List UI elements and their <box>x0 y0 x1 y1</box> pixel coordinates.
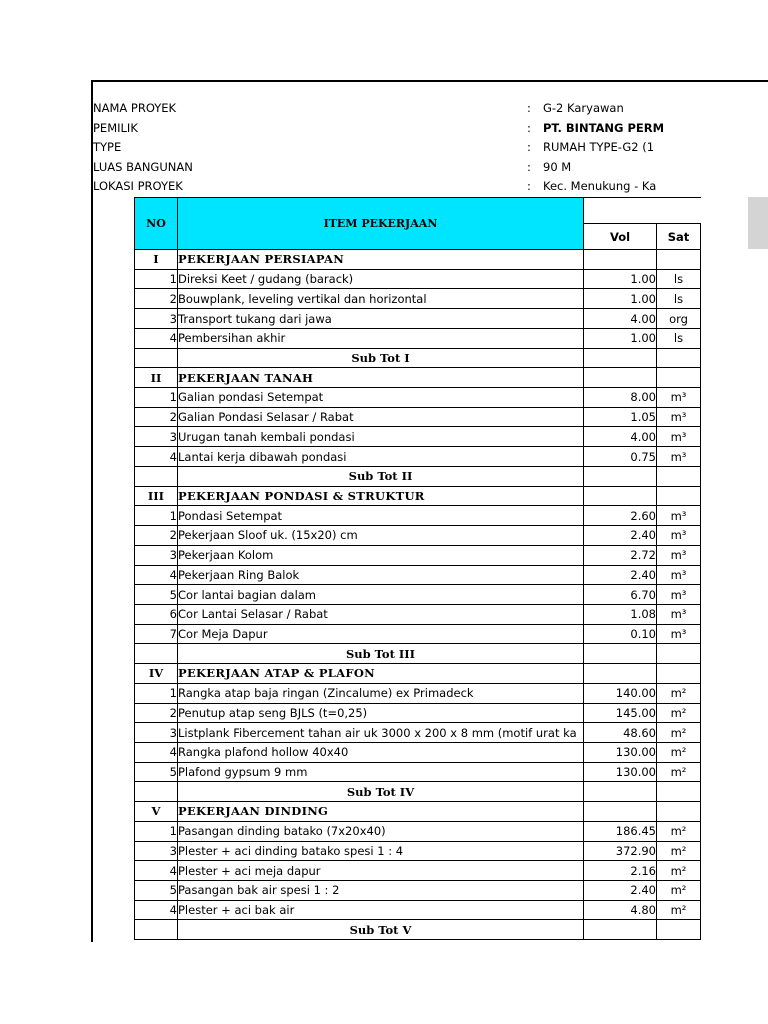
item-number: 2 <box>135 407 178 427</box>
table-row <box>135 526 701 546</box>
item-unit: m³ <box>657 407 701 427</box>
vol-cell <box>584 486 657 506</box>
item-number: 6 <box>135 604 178 624</box>
column-header-group <box>584 198 701 224</box>
item-number: 1 <box>135 388 178 408</box>
item-volume: 4.00 <box>584 309 657 329</box>
item-description: Plester + aci meja dapur <box>178 861 584 881</box>
item-description: Plester + aci bak air <box>178 900 584 920</box>
sat-cell <box>657 664 701 684</box>
subtotal-row <box>135 348 701 368</box>
section-row <box>135 250 701 270</box>
subtotal-blank <box>135 466 178 486</box>
item-volume: 2.60 <box>584 506 657 526</box>
item-volume: 48.60 <box>584 723 657 743</box>
sat-cell <box>657 802 701 822</box>
item-description: Pasangan bak air spesi 1 : 2 <box>178 881 584 901</box>
item-volume: 2.40 <box>584 881 657 901</box>
item-number: 2 <box>135 703 178 723</box>
item-unit: m² <box>657 821 701 841</box>
item-number: 4 <box>135 328 178 348</box>
item-unit: m³ <box>657 427 701 447</box>
vol-cell <box>584 250 657 270</box>
item-unit: org <box>657 309 701 329</box>
item-volume: 2.72 <box>584 545 657 565</box>
item-description: Plester + aci dinding batako spesi 1 : 4 <box>178 841 584 861</box>
item-volume: 2.40 <box>584 565 657 585</box>
item-volume: 6.70 <box>584 585 657 605</box>
table-row <box>135 447 701 467</box>
header-shaded-cell <box>748 197 768 249</box>
info-value: Kec. Menukung - Ka <box>543 179 657 194</box>
item-description: Plafond gypsum 9 mm <box>178 762 584 782</box>
item-number: 3 <box>135 841 178 861</box>
item-unit: ls <box>657 269 701 289</box>
subtotal-label: Sub Tot IV <box>178 782 584 802</box>
table-row <box>135 328 701 348</box>
item-description: Pekerjaan Kolom <box>178 545 584 565</box>
item-description: Urugan tanah kembali pondasi <box>178 427 584 447</box>
table-row <box>135 506 701 526</box>
info-label: LUAS BANGUNAN <box>93 159 193 174</box>
subtotal-sat <box>657 348 701 368</box>
subtotal-sat <box>657 466 701 486</box>
item-description: Pekerjaan Ring Balok <box>178 565 584 585</box>
section-number: V <box>135 802 178 822</box>
item-number: 7 <box>135 624 178 644</box>
item-number: 4 <box>135 565 178 585</box>
item-volume: 4.80 <box>584 900 657 920</box>
item-description: Pekerjaan Sloof uk. (15x20) cm <box>178 526 584 546</box>
table-row <box>135 604 701 624</box>
table-row <box>135 723 701 743</box>
subtotal-label: Sub Tot V <box>178 920 584 940</box>
info-colon: : <box>527 120 531 135</box>
info-value: PT. BINTANG PERM <box>543 120 665 135</box>
item-unit: ls <box>657 289 701 309</box>
subtotal-vol <box>584 782 657 802</box>
item-volume: 130.00 <box>584 762 657 782</box>
item-number: 4 <box>135 900 178 920</box>
item-volume: 2.16 <box>584 861 657 881</box>
item-description: Rangka atap baja ringan (Zincalume) ex Primadeck <box>178 683 584 703</box>
item-number: 5 <box>135 585 178 605</box>
item-number: 3 <box>135 723 178 743</box>
section-row <box>135 802 701 822</box>
item-number: 4 <box>135 742 178 762</box>
subtotal-vol <box>584 920 657 940</box>
item-number: 4 <box>135 861 178 881</box>
top-border <box>91 80 768 82</box>
subtotal-label: Sub Tot III <box>178 644 584 664</box>
item-number: 5 <box>135 881 178 901</box>
section-number: I <box>135 250 178 270</box>
item-unit: m² <box>657 742 701 762</box>
table-row <box>135 683 701 703</box>
item-volume: 8.00 <box>584 388 657 408</box>
subtotal-vol <box>584 466 657 486</box>
item-number: 3 <box>135 309 178 329</box>
item-number: 1 <box>135 683 178 703</box>
column-header-item: ITEM PEKERJAAN <box>178 198 584 250</box>
item-unit: m³ <box>657 604 701 624</box>
item-number: 2 <box>135 289 178 309</box>
column-header-no: NO <box>135 198 178 250</box>
section-title: PEKERJAAN PERSIAPAN <box>178 250 584 270</box>
info-colon: : <box>527 101 531 115</box>
table-row <box>135 309 701 329</box>
table-row <box>135 821 701 841</box>
item-description: Direksi Keet / gudang (barack) <box>178 269 584 289</box>
info-value: 90 M <box>543 159 572 174</box>
subtotal-sat <box>657 644 701 664</box>
item-volume: 186.45 <box>584 821 657 841</box>
item-unit: m³ <box>657 565 701 585</box>
table-row <box>135 762 701 782</box>
item-volume: 372.90 <box>584 841 657 861</box>
section-number: III <box>135 486 178 506</box>
item-volume: 1.00 <box>584 328 657 348</box>
vol-cell <box>584 802 657 822</box>
subtotal-vol <box>584 644 657 664</box>
subtotal-row <box>135 644 701 664</box>
item-description: Cor Lantai Selasar / Rabat <box>178 604 584 624</box>
info-colon: : <box>527 159 531 174</box>
item-description: Listplank Fibercement tahan air uk 3000 x 200 x 8 mm (motif urat ka <box>178 723 584 743</box>
item-unit: m³ <box>657 545 701 565</box>
section-number: II <box>135 368 178 388</box>
subtotal-label: Sub Tot I <box>178 348 584 368</box>
item-description: Bouwplank, leveling vertikal dan horizontal <box>178 289 584 309</box>
item-unit: m³ <box>657 624 701 644</box>
sat-cell <box>657 250 701 270</box>
table-row <box>135 881 701 901</box>
item-volume: 1.00 <box>584 289 657 309</box>
item-number: 5 <box>135 762 178 782</box>
item-description: Pasangan dinding batako (7x20x40) <box>178 821 584 841</box>
vol-cell <box>584 664 657 684</box>
column-header-sat: Sat <box>657 224 701 250</box>
table-header-row <box>135 198 701 224</box>
sat-cell <box>657 368 701 388</box>
item-volume: 0.75 <box>584 447 657 467</box>
sat-cell <box>657 486 701 506</box>
item-volume: 1.08 <box>584 604 657 624</box>
item-volume: 1.05 <box>584 407 657 427</box>
item-description: Galian Pondasi Selasar / Rabat <box>178 407 584 427</box>
item-unit: m² <box>657 723 701 743</box>
info-row <box>93 138 753 157</box>
subtotal-sat <box>657 782 701 802</box>
subtotal-row <box>135 782 701 802</box>
info-row <box>93 158 753 177</box>
item-number: 4 <box>135 447 178 467</box>
table-row <box>135 861 701 881</box>
info-row <box>93 177 753 196</box>
item-unit: ls <box>657 328 701 348</box>
item-description: Lantai kerja dibawah pondasi <box>178 447 584 467</box>
vol-cell <box>584 368 657 388</box>
table-row <box>135 703 701 723</box>
subtotal-row <box>135 920 701 940</box>
item-unit: m² <box>657 703 701 723</box>
info-row <box>93 119 753 138</box>
item-description: Cor Meja Dapur <box>178 624 584 644</box>
item-description: Pembersihan akhir <box>178 328 584 348</box>
section-row <box>135 368 701 388</box>
item-number: 3 <box>135 427 178 447</box>
info-label: NAMA PROYEK <box>93 101 177 115</box>
info-label: TYPE <box>93 140 122 155</box>
table-row <box>135 545 701 565</box>
item-number: 1 <box>135 506 178 526</box>
table-row <box>135 269 701 289</box>
item-description: Rangka plafond hollow 40x40 <box>178 742 584 762</box>
table-row <box>135 388 701 408</box>
table-row <box>135 289 701 309</box>
item-unit: m³ <box>657 506 701 526</box>
info-label: PEMILIK <box>93 120 138 135</box>
info-label: LOKASI PROYEK <box>93 179 183 194</box>
item-volume: 1.00 <box>584 269 657 289</box>
item-description: Pondasi Setempat <box>178 506 584 526</box>
item-unit: m² <box>657 881 701 901</box>
table-row <box>135 900 701 920</box>
item-unit: m² <box>657 900 701 920</box>
subtotal-blank <box>135 920 178 940</box>
table-row <box>135 841 701 861</box>
table-row <box>135 427 701 447</box>
table-row <box>135 407 701 427</box>
section-number: IV <box>135 664 178 684</box>
table-row <box>135 585 701 605</box>
section-title: PEKERJAAN ATAP & PLAFON <box>178 664 584 684</box>
item-volume: 0.10 <box>584 624 657 644</box>
subtotal-blank <box>135 644 178 664</box>
info-colon: : <box>527 179 531 194</box>
subtotal-label: Sub Tot II <box>178 466 584 486</box>
item-volume: 130.00 <box>584 742 657 762</box>
section-row <box>135 486 701 506</box>
item-volume: 2.40 <box>584 526 657 546</box>
section-title: PEKERJAAN DINDING <box>178 802 584 822</box>
info-row <box>93 99 753 118</box>
item-unit: m² <box>657 762 701 782</box>
section-row <box>135 664 701 684</box>
item-volume: 140.00 <box>584 683 657 703</box>
item-number: 2 <box>135 526 178 546</box>
item-volume: 4.00 <box>584 427 657 447</box>
item-unit: m² <box>657 683 701 703</box>
column-header-vol: Vol <box>584 224 657 250</box>
left-border <box>91 80 93 942</box>
item-number: 1 <box>135 269 178 289</box>
table-row <box>135 565 701 585</box>
subtotal-vol <box>584 348 657 368</box>
item-number: 3 <box>135 545 178 565</box>
item-unit: m³ <box>657 447 701 467</box>
table-row <box>135 742 701 762</box>
item-unit: m² <box>657 841 701 861</box>
item-unit: m³ <box>657 388 701 408</box>
item-unit: m³ <box>657 526 701 546</box>
subtotal-row <box>135 466 701 486</box>
item-number: 1 <box>135 821 178 841</box>
item-description: Galian pondasi Setempat <box>178 388 584 408</box>
item-volume: 145.00 <box>584 703 657 723</box>
boq-table <box>134 197 701 940</box>
item-unit: m² <box>657 861 701 881</box>
info-value: RUMAH TYPE-G2 (1 <box>543 140 655 155</box>
subtotal-blank <box>135 782 178 802</box>
info-colon: : <box>527 140 531 155</box>
subtotal-blank <box>135 348 178 368</box>
section-title: PEKERJAAN TANAH <box>178 368 584 388</box>
table-row <box>135 624 701 644</box>
item-unit: m³ <box>657 585 701 605</box>
item-description: Transport tukang dari jawa <box>178 309 584 329</box>
item-description: Cor lantai bagian dalam <box>178 585 584 605</box>
info-value: G-2 Karyawan <box>543 101 624 115</box>
subtotal-sat <box>657 920 701 940</box>
item-description: Penutup atap seng BJLS (t=0,25) <box>178 703 584 723</box>
section-title: PEKERJAAN PONDASI & STRUKTUR <box>178 486 584 506</box>
